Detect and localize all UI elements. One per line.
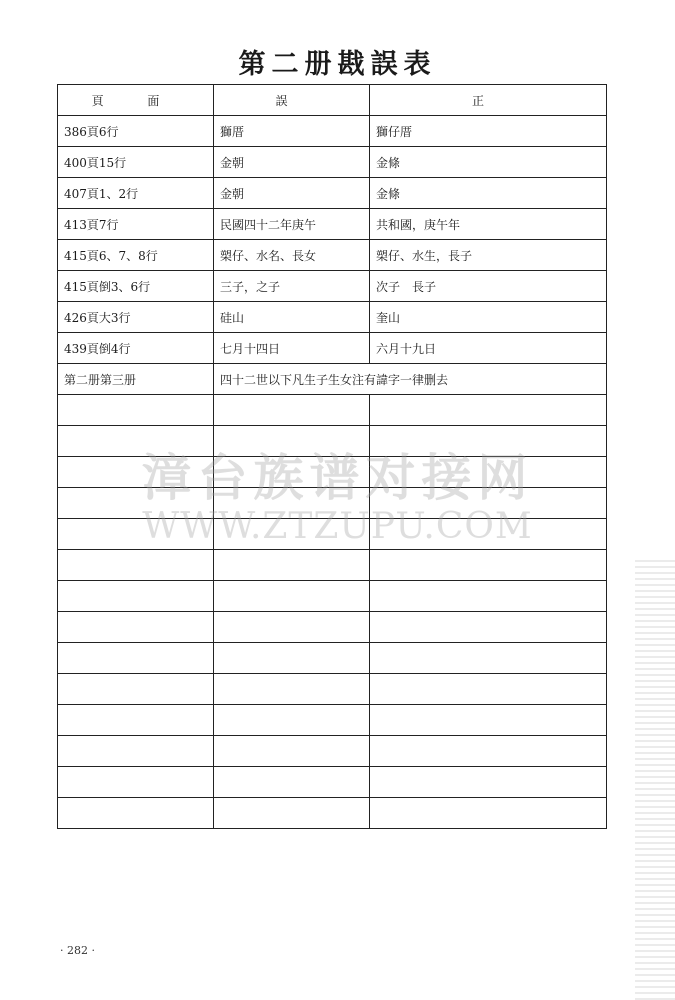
empty-table-row bbox=[58, 767, 607, 798]
cell-wrong: 硅山 bbox=[214, 302, 370, 333]
empty-table-row bbox=[58, 612, 607, 643]
empty-cell bbox=[58, 798, 214, 829]
cell-page: 386頁6行 bbox=[58, 116, 214, 147]
empty-table-row bbox=[58, 643, 607, 674]
table-row bbox=[58, 116, 607, 147]
cell-correct: 金條 bbox=[370, 178, 607, 209]
empty-cell bbox=[58, 612, 214, 643]
header-wrong: 誤 bbox=[214, 85, 370, 116]
empty-cell bbox=[58, 674, 214, 705]
empty-cell bbox=[214, 395, 370, 426]
empty-table-row bbox=[58, 395, 607, 426]
cell-page: 400頁15行 bbox=[58, 147, 214, 178]
empty-cell bbox=[370, 643, 607, 674]
empty-table-row bbox=[58, 550, 607, 581]
table-row bbox=[58, 271, 607, 302]
empty-cell bbox=[370, 550, 607, 581]
cell-page: 413頁7行 bbox=[58, 209, 214, 240]
cell-wrong: 三子，之子 bbox=[214, 271, 370, 302]
empty-cell bbox=[214, 612, 370, 643]
empty-cell bbox=[214, 581, 370, 612]
empty-cell bbox=[214, 674, 370, 705]
empty-cell bbox=[370, 767, 607, 798]
table-row bbox=[58, 209, 607, 240]
empty-cell bbox=[214, 767, 370, 798]
empty-cell bbox=[214, 643, 370, 674]
empty-table-row bbox=[58, 736, 607, 767]
page-title: 第二册戡誤表 bbox=[238, 49, 437, 80]
empty-table-row bbox=[58, 581, 607, 612]
cell-page: 第二册第三册 bbox=[58, 364, 214, 395]
empty-cell bbox=[58, 736, 214, 767]
empty-cell bbox=[58, 643, 214, 674]
empty-cell bbox=[58, 705, 214, 736]
watermark-text: 漳台族谱对接网 bbox=[141, 449, 534, 507]
cell-note: 四十二世以下凡生子生女注有諱字一律删去 bbox=[214, 364, 607, 395]
cell-correct: 六月十九日 bbox=[370, 333, 607, 364]
empty-cell bbox=[214, 550, 370, 581]
empty-table-row bbox=[58, 705, 607, 736]
empty-cell bbox=[58, 550, 214, 581]
empty-cell bbox=[214, 705, 370, 736]
cell-wrong: 金朝 bbox=[214, 178, 370, 209]
cell-correct: 槊仔、水生，長子 bbox=[370, 240, 607, 271]
empty-cell bbox=[370, 612, 607, 643]
empty-cell bbox=[370, 674, 607, 705]
cell-wrong: 七月十四日 bbox=[214, 333, 370, 364]
empty-cell bbox=[58, 395, 214, 426]
empty-cell bbox=[370, 798, 607, 829]
table-row bbox=[58, 302, 607, 333]
cell-page: 426頁大3行 bbox=[58, 302, 214, 333]
watermark-url: WWW.ZTZUPU.COM bbox=[142, 506, 533, 547]
scan-edge-noise bbox=[635, 560, 675, 1000]
table-row bbox=[58, 364, 607, 395]
cell-wrong: 民國四十二年庚午 bbox=[214, 209, 370, 240]
header-correct: 正 bbox=[370, 85, 607, 116]
cell-page: 439頁倒4行 bbox=[58, 333, 214, 364]
empty-cell bbox=[370, 581, 607, 612]
cell-page: 415頁倒3、6行 bbox=[58, 271, 214, 302]
table-row bbox=[58, 240, 607, 271]
empty-table-row bbox=[58, 798, 607, 829]
cell-correct: 奎山 bbox=[370, 302, 607, 333]
empty-cell bbox=[370, 736, 607, 767]
table-header-row bbox=[58, 85, 607, 116]
empty-cell bbox=[370, 395, 607, 426]
table-row bbox=[58, 333, 607, 364]
empty-cell bbox=[214, 798, 370, 829]
table-row bbox=[58, 147, 607, 178]
cell-page: 407頁1、2行 bbox=[58, 178, 214, 209]
cell-wrong: 獅厝 bbox=[214, 116, 370, 147]
cell-wrong: 槊仔、水名、長女 bbox=[214, 240, 370, 271]
cell-correct: 獅仔厝 bbox=[370, 116, 607, 147]
cell-correct: 金條 bbox=[370, 147, 607, 178]
empty-cell bbox=[58, 581, 214, 612]
empty-table-row bbox=[58, 674, 607, 705]
cell-wrong: 金朝 bbox=[214, 147, 370, 178]
empty-cell bbox=[58, 767, 214, 798]
cell-page: 415頁6、7、8行 bbox=[58, 240, 214, 271]
cell-correct: 次子 長子 bbox=[370, 271, 607, 302]
table-row bbox=[58, 178, 607, 209]
cell-correct: 共和國，庚午年 bbox=[370, 209, 607, 240]
empty-cell bbox=[214, 736, 370, 767]
header-page: 頁 面 bbox=[58, 85, 214, 116]
page-number: · 282 · bbox=[60, 944, 95, 957]
empty-cell bbox=[370, 705, 607, 736]
